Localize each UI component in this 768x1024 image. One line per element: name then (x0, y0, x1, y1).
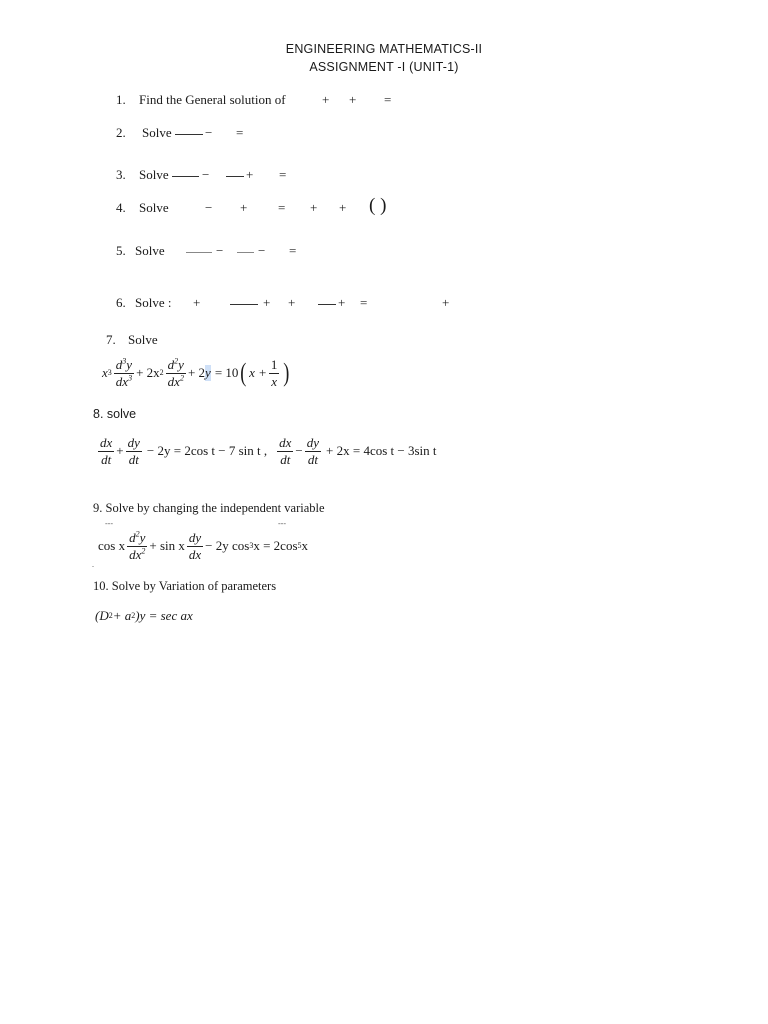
question-4-number: 4. (116, 200, 126, 215)
q4-op-2: + (240, 200, 248, 215)
q1-op-2: + (349, 92, 357, 107)
question-2-text: Solve (142, 125, 172, 140)
question-7-number: 7. (106, 332, 116, 347)
q7-one: 1 (270, 357, 278, 372)
question-10-label: 10. Solve by Variation of parameters (93, 579, 277, 593)
q6-op-4: + (338, 295, 346, 310)
q3-op-2: + (246, 167, 254, 182)
q3-fraction-bar-2 (226, 167, 244, 183)
q9-dx2-exp: 2 (141, 546, 146, 556)
q6-op-6: + (442, 295, 450, 310)
q8-frac-dxdt-2 (277, 436, 293, 466)
q2-op-1: − (205, 125, 213, 140)
q7-y-highlighted: y (205, 365, 211, 381)
q10-plus-a: + a (112, 608, 132, 623)
q9-cosx: cos x (98, 538, 126, 554)
q8-c-den: dt (280, 451, 291, 467)
q9-mid: − 2y cos (205, 538, 250, 554)
q9-d2-exp: 2 (135, 529, 140, 539)
q9-dy: dy (188, 530, 202, 545)
q3-op-3: = (279, 167, 287, 182)
question-6-number: 6. (116, 295, 126, 310)
q6-op-3: + (288, 295, 296, 310)
question-1-number: 1. (116, 92, 126, 107)
question-3-number: 3. (116, 167, 126, 182)
q1-op-1: + (322, 92, 330, 107)
question-6-text: Solve : (135, 295, 172, 310)
q8-a-den: dt (101, 451, 112, 467)
q5-op-3: = (289, 243, 297, 258)
q8-minus: − (295, 443, 303, 459)
q4-op-1: − (205, 200, 213, 215)
q9-d2-d: d (129, 530, 136, 545)
q7-dx2-exp: 2 (179, 373, 184, 383)
q9-frac-d2y (127, 531, 147, 561)
q1-op-3: = (384, 92, 392, 107)
q8-frac-dxdt (98, 436, 114, 466)
q8-frac-dydt-2 (305, 436, 321, 466)
q7-xden: x (271, 373, 278, 389)
question-3-text: Solve (139, 167, 169, 182)
q9-dot: . (92, 560, 94, 569)
q7-d2-y: y (178, 357, 184, 372)
q10-D: (D (95, 608, 109, 623)
q9-sinx: + sin x (149, 538, 185, 554)
q7-equals-10: = 10 (214, 365, 239, 381)
q8-b-num: dy (127, 435, 140, 450)
q8-rhs-2: + 2x = 4cos t − 3sin t (326, 443, 437, 459)
question-5-number: 5. (116, 243, 126, 258)
q7-d3-y: y (126, 357, 133, 372)
q7-dx3-exp: 3 (128, 373, 133, 383)
q5-fraction-bar-2 (237, 243, 254, 259)
question-1-text: Find the General solution of (139, 92, 286, 107)
q5-fraction-bar-1 (186, 243, 212, 259)
page-title: ENGINEERING MATHEMATICS-II (285, 42, 483, 56)
q6-op-1: + (193, 295, 201, 310)
q7-d2-exp: 2 (174, 356, 179, 366)
q6-op-5: = (360, 295, 368, 310)
question-9-label: 9. Solve by changing the independent variable (93, 501, 325, 515)
q7-dx2: dx (167, 373, 180, 389)
q4-op-4: + (310, 200, 318, 215)
q2-fraction-bar (175, 125, 203, 141)
q9-x-equals: x = 2cos (253, 538, 298, 554)
q10-tail: )y = sec ax (135, 608, 193, 623)
q6-fraction-bar-1 (230, 295, 258, 311)
q7-frac-1-over-x (269, 358, 280, 388)
q9-frac-dydx (187, 531, 203, 561)
q7-d3-exp: 3 (122, 356, 127, 366)
q7-plus-2: + 2 (187, 365, 206, 381)
q8-d-den: dt (307, 451, 318, 467)
q7-plus-2x2: + 2x (136, 365, 160, 381)
q6-op-2: + (263, 295, 271, 310)
q8-d-num: dy (306, 435, 320, 450)
question-5-text: Solve (135, 243, 165, 258)
q9-mark-1: --- (105, 519, 113, 528)
q8-frac-dydt (126, 436, 142, 466)
q5-op-2: − (258, 243, 266, 258)
q2-op-2: = (236, 125, 244, 140)
q3-op-1: − (202, 167, 210, 182)
q3-fraction-bar-1 (172, 167, 199, 183)
q10-equation: (D 2 + a 2 )y = sec ax (95, 608, 193, 623)
q5-op-1: − (216, 243, 224, 258)
q7-x-plus: x + (249, 365, 267, 381)
q4-parentheses: ( ) (369, 195, 387, 216)
q9-equation: cos x $\frac{d^2y}{dx^2}$ + sin x $\frac{dy}{dx}$ − 2y cos 3 x = 2cos 5 x (98, 529, 309, 562)
q8-equations (96, 436, 437, 466)
q7-x: x (102, 365, 108, 381)
q4-op-5: + (339, 200, 347, 215)
q6-fraction-bar-2 (318, 295, 336, 311)
q4-op-3: = (278, 200, 286, 215)
q7-d3-d: d (115, 357, 123, 372)
q7-right-paren: ) (283, 358, 290, 388)
q7-left-paren: ( (240, 358, 247, 388)
q7-equation: x 3 $\frac{d^3y}{dx^3}$ + 2x 2 $\frac{d^2y}{dx^2}$ + 2 y = 10 ( x + $\frac{1}{x}$ ) (102, 356, 290, 389)
q9-d2-y: y (139, 530, 146, 545)
q9-dx: dx (188, 546, 202, 562)
q7-frac-d2y (166, 358, 186, 388)
q7-d2-d: d (167, 357, 175, 372)
q8-c-num: dx (279, 435, 292, 450)
q7-dx3: dx (115, 373, 129, 389)
question-8-label: 8. solve (93, 407, 137, 421)
question-7-text: Solve (128, 332, 158, 347)
page-subtitle: ASSIGNMENT -I (UNIT-1) (309, 60, 459, 74)
q8-b-den: dt (128, 451, 139, 467)
question-2-number: 2. (116, 125, 126, 140)
q9-x-end: x (301, 538, 309, 554)
q9-dx2: dx (129, 546, 142, 562)
q8-a-num: dx (100, 435, 113, 450)
question-4-text: Solve (139, 200, 169, 215)
q9-mark-2: --- (278, 519, 286, 528)
q8-plus: + (116, 443, 124, 459)
q7-frac-d3y (114, 358, 134, 388)
q8-rhs-1: − 2y = 2cos t − 7 sin t , (146, 443, 268, 459)
